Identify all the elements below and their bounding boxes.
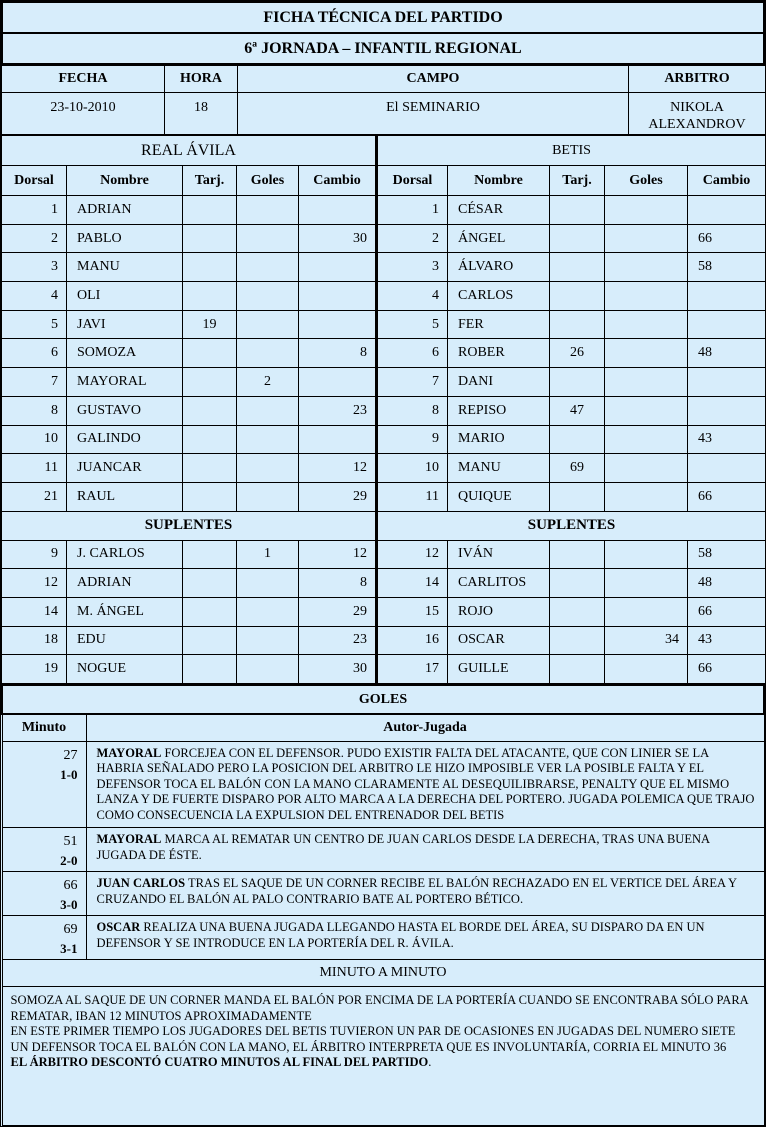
home-dorsal-cell: 10 — [2, 425, 67, 454]
home-cambio-cell — [299, 196, 377, 225]
home-col-nombre: Nombre — [67, 166, 183, 196]
home-goles-cell — [237, 482, 299, 511]
away-cambio-cell: 43 — [688, 425, 766, 454]
goal-row — [2, 741, 764, 828]
home-tarj-cell — [183, 196, 237, 225]
home-dorsal-cell: 6 — [2, 339, 67, 368]
goals-table — [1, 684, 765, 1126]
home-goles-cell — [237, 310, 299, 339]
away-dorsal-cell: 6 — [377, 339, 448, 368]
home-tarj-cell — [183, 597, 237, 626]
player-row — [2, 655, 766, 684]
campo-value: El SEMINARIO — [238, 93, 629, 135]
match-info-table — [1, 65, 766, 135]
away-nombre-cell: OSCAR — [448, 626, 550, 655]
away-col-dorsal: Dorsal — [377, 166, 448, 196]
goals-col-minuto: Minuto — [2, 714, 86, 741]
page-subtitle: 6ª JORNADA – INFANTIL REGIONAL — [2, 33, 764, 64]
away-cambio-cell: 58 — [688, 540, 766, 569]
home-nombre-cell: GALINDO — [67, 425, 183, 454]
away-tarj-cell — [550, 310, 605, 339]
minuto-a-minuto-notes — [2, 987, 764, 1126]
home-cambio-cell: 12 — [299, 540, 377, 569]
away-nombre-cell: QUIQUE — [448, 482, 550, 511]
goal-minute: 27 — [63, 747, 78, 763]
home-goles-cell — [237, 454, 299, 483]
note-line: EN ESTE PRIMER TIEMPO LOS JUGADORES DEL BETIS TUVIERON UN PAR DE OCASIONES EN JUGADAS DEL NUMERO SIETE — [10, 1024, 736, 1038]
goal-text: FORCEJEA CON EL DEFENSOR. PUDO EXISTIR FALTA DEL ATACANTE, QUE CON LINIER SE LA HABRIA SEÑALADO PERO LA POSICION DEL ARBITRO LE HIZO IMPOSIBLE VER LA POSIBLE FALTA Y EL DEFENSOR TOCA EL BALÓN CON LA MANO CLARAMENTE AL DESEQUILIBRARSE, PENALTY QUE EL MISMO LANZA Y DE FUERTE DISPARO POR ALTO MARCA A LA DERECHA DEL PORTERO. JUGADA POLEMICA QUE TRAJO COMO CONSECUENCIA LA EXPULSION DEL ENTRENADOR DEL BETIS — [96, 745, 755, 822]
home-tarj-cell — [183, 569, 237, 598]
home-dorsal-cell: 4 — [2, 282, 67, 311]
home-tarj-cell — [183, 368, 237, 397]
fecha-value: 23-10-2010 — [2, 93, 165, 135]
home-cambio-cell — [299, 253, 377, 282]
home-tarj-cell — [183, 626, 237, 655]
away-nombre-cell: MANU — [448, 454, 550, 483]
home-tarj-cell — [183, 224, 237, 253]
away-cambio-cell: 66 — [688, 224, 766, 253]
away-nombre-cell: IVÁN — [448, 540, 550, 569]
goal-minute: 51 — [63, 834, 78, 849]
player-row — [2, 310, 766, 339]
goal-description — [86, 916, 764, 960]
home-dorsal-cell: 3 — [2, 253, 67, 282]
away-tarj-cell — [550, 282, 605, 311]
away-team-name: BETIS — [377, 136, 766, 166]
away-goles-cell — [605, 396, 688, 425]
away-goles-cell — [605, 569, 688, 598]
fecha-header: FECHA — [2, 66, 165, 93]
home-col-cambio: Cambio — [299, 166, 377, 196]
away-cambio-cell — [688, 368, 766, 397]
goal-score: 1-0 — [60, 766, 78, 782]
starters-body — [2, 196, 766, 512]
away-cambio-cell — [688, 310, 766, 339]
away-tarj-cell: 69 — [550, 454, 605, 483]
campo-header: CAMPO — [238, 66, 629, 93]
home-goles-cell — [237, 339, 299, 368]
goals-title: GOLES — [2, 685, 764, 714]
home-cambio-cell: 23 — [299, 626, 377, 655]
note-bold: EL ÁRBITRO DESCONTÓ CUATRO MINUTOS AL FINAL DEL PARTIDO — [10, 1055, 429, 1069]
home-tarj-cell — [183, 425, 237, 454]
home-dorsal-cell: 9 — [2, 540, 67, 569]
note-line: SOMOZA AL SAQUE DE UN CORNER MANDA EL BALÓN POR ENCIMA DE LA PORTERÍA CUANDO SE ENCONTRABA SÓLO PARA REMATAR, IBAN 12 MINUTOS APROXIMADAMENTE — [10, 993, 749, 1023]
goal-row — [2, 828, 764, 872]
hora-header: HORA — [165, 66, 238, 93]
goal-text: TRAS EL SAQUE DE UN CORNER RECIBE EL BALÓN RECHAZADO EN EL VERTICE DEL ÁREA Y CRUZANDO EL BALÓN AL PALO CONTRARIO BATE AL PORTERO BÉTICO. — [96, 876, 737, 906]
home-cambio-cell: 29 — [299, 597, 377, 626]
away-goles-cell — [605, 253, 688, 282]
home-cambio-cell: 12 — [299, 454, 377, 483]
goal-minute-cell — [2, 916, 86, 960]
home-nombre-cell: PABLO — [67, 224, 183, 253]
home-nombre-cell: J. CARLOS — [67, 540, 183, 569]
home-tarj-cell — [183, 396, 237, 425]
player-row — [2, 626, 766, 655]
away-dorsal-cell: 15 — [377, 597, 448, 626]
away-nombre-cell: ROBER — [448, 339, 550, 368]
player-row — [2, 339, 766, 368]
goals-body — [2, 741, 764, 960]
goal-description — [86, 741, 764, 828]
home-nombre-cell: NOGUE — [67, 655, 183, 684]
away-col-nombre: Nombre — [448, 166, 550, 196]
away-cambio-cell: 43 — [688, 626, 766, 655]
home-goles-cell — [237, 626, 299, 655]
title-table — [1, 1, 765, 65]
away-cambio-cell — [688, 454, 766, 483]
away-goles-cell — [605, 597, 688, 626]
away-nombre-cell: CÉSAR — [448, 196, 550, 225]
home-nombre-cell: JUANCAR — [67, 454, 183, 483]
home-nombre-cell: RAUL — [67, 482, 183, 511]
away-dorsal-cell: 16 — [377, 626, 448, 655]
away-goles-cell: 34 — [605, 626, 688, 655]
home-tarj-cell — [183, 282, 237, 311]
arbitro-first-name: NIKOLA — [670, 100, 724, 115]
goal-author: MAYORAL — [96, 745, 162, 760]
player-row — [2, 224, 766, 253]
goal-text: REALIZA UNA BUENA JUGADA LLEGANDO HASTA EL BORDE DEL ÁREA, SU DISPARO DA EN UN DEFENSOR Y SE INTRODUCE EN LA PORTERÍA DEL R. ÁVILA. — [96, 920, 705, 950]
home-nombre-cell: GUSTAVO — [67, 396, 183, 425]
away-nombre-cell: ROJO — [448, 597, 550, 626]
away-cambio-cell: 66 — [688, 655, 766, 684]
home-cambio-cell — [299, 368, 377, 397]
goal-minute-cell — [2, 828, 86, 872]
player-row — [2, 597, 766, 626]
away-nombre-cell: FER — [448, 310, 550, 339]
home-nombre-cell: JAVI — [67, 310, 183, 339]
away-dorsal-cell: 4 — [377, 282, 448, 311]
goal-text: MARCA AL REMATAR UN CENTRO DE JUAN CARLOS DESDE LA DERECHA, TRAS UNA BUENA JUGADA DE ÉSTE. — [96, 832, 710, 862]
goal-author: MAYORAL — [96, 832, 162, 846]
home-goles-cell — [237, 253, 299, 282]
away-dorsal-cell: 14 — [377, 569, 448, 598]
away-cambio-cell — [688, 196, 766, 225]
player-row — [2, 282, 766, 311]
home-cambio-cell: 23 — [299, 396, 377, 425]
goal-description — [86, 828, 764, 872]
home-tarj-cell: 19 — [183, 310, 237, 339]
home-cambio-cell: 30 — [299, 224, 377, 253]
away-nombre-cell: MARIO — [448, 425, 550, 454]
goal-minute-cell — [2, 741, 86, 828]
home-goles-cell — [237, 655, 299, 684]
home-dorsal-cell: 21 — [2, 482, 67, 511]
home-cambio-cell — [299, 282, 377, 311]
home-goles-cell — [237, 224, 299, 253]
home-col-tarj: Tarj. — [183, 166, 237, 196]
home-dorsal-cell: 7 — [2, 368, 67, 397]
away-tarj-cell — [550, 540, 605, 569]
home-cambio-cell — [299, 310, 377, 339]
home-goles-cell — [237, 196, 299, 225]
player-row — [2, 396, 766, 425]
away-goles-cell — [605, 224, 688, 253]
goal-author: OSCAR — [96, 920, 141, 934]
goal-row — [2, 916, 764, 960]
home-nombre-cell: OLI — [67, 282, 183, 311]
away-nombre-cell: ÁLVARO — [448, 253, 550, 282]
goals-col-autor: Autor-Jugada — [86, 714, 764, 741]
home-dorsal-cell: 2 — [2, 224, 67, 253]
away-goles-cell — [605, 368, 688, 397]
home-dorsal-cell: 19 — [2, 655, 67, 684]
home-cambio-cell: 8 — [299, 339, 377, 368]
arbitro-last-name: ALEXANDROV — [648, 117, 746, 132]
home-tarj-cell — [183, 253, 237, 282]
away-goles-cell — [605, 454, 688, 483]
goal-minute: 66 — [63, 878, 78, 893]
away-cambio-cell: 66 — [688, 597, 766, 626]
player-row — [2, 425, 766, 454]
away-cambio-cell: 66 — [688, 482, 766, 511]
home-tarj-cell — [183, 482, 237, 511]
away-tarj-cell — [550, 597, 605, 626]
player-row — [2, 454, 766, 483]
home-nombre-cell: SOMOZA — [67, 339, 183, 368]
goal-score: 2-0 — [60, 853, 78, 868]
away-tarj-cell — [550, 196, 605, 225]
home-dorsal-cell: 14 — [2, 597, 67, 626]
goal-row — [2, 872, 764, 916]
player-row — [2, 368, 766, 397]
home-cambio-cell — [299, 425, 377, 454]
home-dorsal-cell: 5 — [2, 310, 67, 339]
home-dorsal-cell: 12 — [2, 569, 67, 598]
goal-description — [86, 872, 764, 916]
goal-score: 3-0 — [60, 897, 78, 912]
home-tarj-cell — [183, 339, 237, 368]
home-nombre-cell: ADRIAN — [67, 569, 183, 598]
away-nombre-cell: GUILLE — [448, 655, 550, 684]
home-col-goles: Goles — [237, 166, 299, 196]
away-dorsal-cell: 1 — [377, 196, 448, 225]
home-tarj-cell — [183, 454, 237, 483]
note-line: UN DEFENSOR TOCA EL BALÓN CON LA MANO, EL ÁRBITRO INTERPRETA QUE ES INVOLUNTARÍA, CORRIA EL MINUTO 36 — [10, 1039, 727, 1054]
away-dorsal-cell: 7 — [377, 368, 448, 397]
home-goles-cell — [237, 425, 299, 454]
home-dorsal-cell: 1 — [2, 196, 67, 225]
minuto-a-minuto-title: MINUTO A MINUTO — [2, 960, 764, 987]
home-goles-cell — [237, 569, 299, 598]
home-nombre-cell: ADRIAN — [67, 196, 183, 225]
lineups-table — [1, 135, 766, 684]
away-cambio-cell: 58 — [688, 253, 766, 282]
away-goles-cell — [605, 310, 688, 339]
player-row — [2, 540, 766, 569]
home-nombre-cell: M. ÁNGEL — [67, 597, 183, 626]
away-tarj-cell — [550, 626, 605, 655]
away-dorsal-cell: 5 — [377, 310, 448, 339]
away-dorsal-cell: 9 — [377, 425, 448, 454]
home-nombre-cell: EDU — [67, 626, 183, 655]
away-cambio-cell — [688, 282, 766, 311]
home-dorsal-cell: 18 — [2, 626, 67, 655]
home-nombre-cell: MAYORAL — [67, 368, 183, 397]
goal-minute: 69 — [63, 922, 78, 937]
away-nombre-cell: REPISO — [448, 396, 550, 425]
home-goles-cell — [237, 597, 299, 626]
player-row — [2, 196, 766, 225]
away-col-tarj: Tarj. — [550, 166, 605, 196]
player-row — [2, 482, 766, 511]
arbitro-header: ARBITRO — [629, 66, 766, 93]
player-row — [2, 253, 766, 282]
away-nombre-cell: ÁNGEL — [448, 224, 550, 253]
home-cambio-cell: 8 — [299, 569, 377, 598]
away-cambio-cell: 48 — [688, 339, 766, 368]
away-goles-cell — [605, 655, 688, 684]
home-tarj-cell — [183, 655, 237, 684]
away-tarj-cell — [550, 224, 605, 253]
home-goles-cell — [237, 396, 299, 425]
goal-minute-cell — [2, 872, 86, 916]
home-team-name: REAL ÁVILA — [2, 136, 377, 166]
home-cambio-cell: 30 — [299, 655, 377, 684]
away-dorsal-cell: 17 — [377, 655, 448, 684]
away-goles-cell — [605, 482, 688, 511]
subs-body — [2, 540, 766, 683]
away-dorsal-cell: 10 — [377, 454, 448, 483]
away-goles-cell — [605, 282, 688, 311]
away-nombre-cell: DANI — [448, 368, 550, 397]
away-nombre-cell: CARLOS — [448, 282, 550, 311]
note-end: . — [428, 1055, 432, 1069]
home-suplentes-label: SUPLENTES — [2, 511, 377, 540]
home-dorsal-cell: 8 — [2, 396, 67, 425]
away-suplentes-label: SUPLENTES — [377, 511, 766, 540]
goal-author: JUAN CARLOS — [96, 876, 186, 890]
home-goles-cell: 2 — [237, 368, 299, 397]
away-col-goles: Goles — [605, 166, 688, 196]
away-tarj-cell: 47 — [550, 396, 605, 425]
arbitro-value — [629, 93, 766, 135]
player-row — [2, 569, 766, 598]
away-tarj-cell — [550, 425, 605, 454]
away-tarj-cell — [550, 368, 605, 397]
away-goles-cell — [605, 196, 688, 225]
home-goles-cell — [237, 282, 299, 311]
note-line — [11, 1055, 758, 1071]
away-tarj-cell — [550, 253, 605, 282]
page-title: FICHA TÉCNICA DEL PARTIDO — [2, 2, 764, 33]
hora-value: 18 — [165, 93, 238, 135]
away-dorsal-cell: 3 — [377, 253, 448, 282]
away-cambio-cell — [688, 396, 766, 425]
away-dorsal-cell: 12 — [377, 540, 448, 569]
goal-score: 3-1 — [60, 941, 78, 956]
away-dorsal-cell: 2 — [377, 224, 448, 253]
away-nombre-cell: CARLITOS — [448, 569, 550, 598]
home-goles-cell: 1 — [237, 540, 299, 569]
away-dorsal-cell: 8 — [377, 396, 448, 425]
away-goles-cell — [605, 425, 688, 454]
away-cambio-cell: 48 — [688, 569, 766, 598]
away-goles-cell — [605, 540, 688, 569]
away-dorsal-cell: 11 — [377, 482, 448, 511]
home-tarj-cell — [183, 540, 237, 569]
home-col-dorsal: Dorsal — [2, 166, 67, 196]
away-col-cambio: Cambio — [688, 166, 766, 196]
away-tarj-cell: 26 — [550, 339, 605, 368]
away-tarj-cell — [550, 655, 605, 684]
home-dorsal-cell: 11 — [2, 454, 67, 483]
away-tarj-cell — [550, 569, 605, 598]
away-tarj-cell — [550, 482, 605, 511]
away-goles-cell — [605, 339, 688, 368]
home-nombre-cell: MANU — [67, 253, 183, 282]
home-cambio-cell: 29 — [299, 482, 377, 511]
